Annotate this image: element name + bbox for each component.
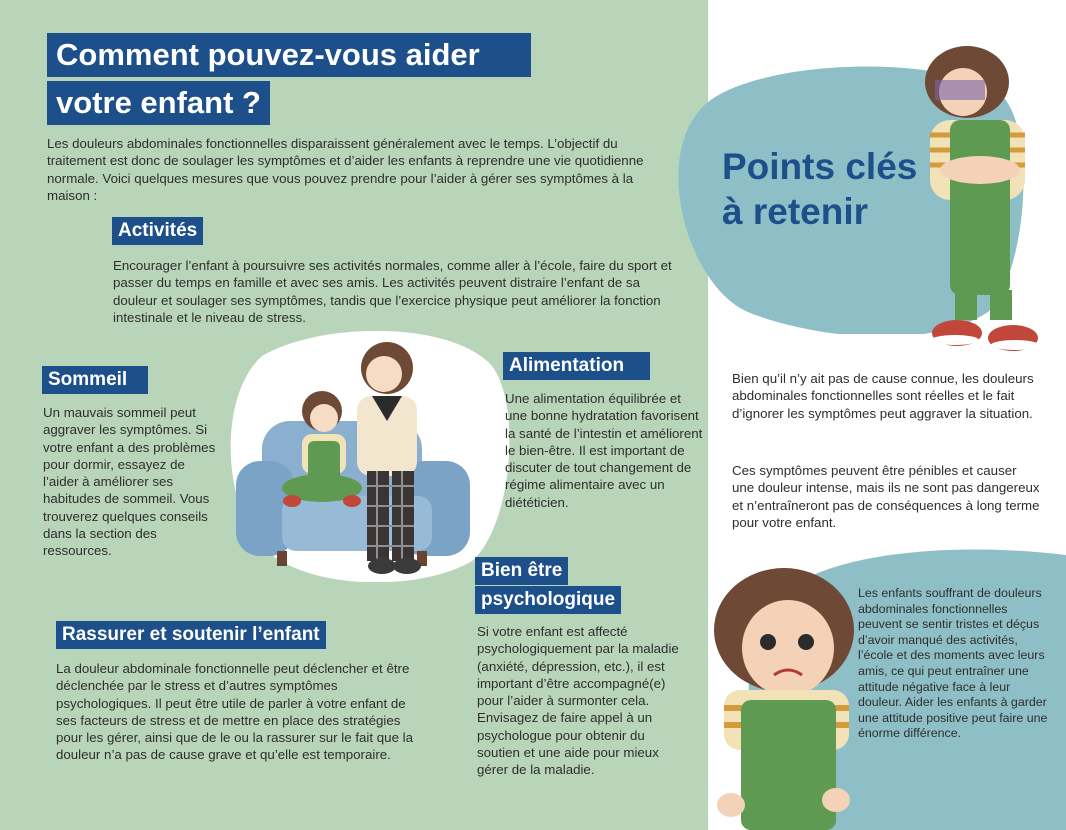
page-title-line1: Comment pouvez-vous aider: [47, 33, 531, 77]
heading-activites: Activités: [112, 217, 203, 245]
child-holding-stomach-icon: [905, 40, 1055, 360]
sad-child-icon: [706, 560, 856, 830]
key-point-1: Bien qu’il n’y ait pas de cause connue, les douleurs abdominales fonctionnelles sont réelles et le fait d’ignorer les symptômes peut aggraver la situation.: [732, 371, 1034, 421]
heading-bien-etre-line2: psychologique: [475, 586, 621, 614]
heading-bien-etre-line1: Bien être: [475, 557, 568, 585]
heading-sommeil: Sommeil: [42, 366, 148, 394]
page-title-line2: votre enfant ?: [47, 81, 270, 125]
key-point-3: Les enfants souffrant de douleurs abdominales fonctionnelles peuvent se sentir tristes et déçus d’avoir manqué des activités, l’école et des moments avec leurs amis, ce qui peut entraîner une attitude négative face à leur douleur. Aider les enfants à garder une attitude positive peut faire une énorme différence.: [858, 586, 1048, 741]
key-points-title-line1: Points clés: [722, 146, 918, 187]
alimentation-text: Une alimentation équilibrée et une bonne hydratation favorisent la santé de l’intestin et améliorent le bien-être. Il est important de discuter de tout changement de régime alimentaire avec un diététicien.: [505, 391, 703, 510]
parent-child-illustration: [222, 326, 512, 582]
heading-rassurer: Rassurer et soutenir l’enfant: [56, 621, 326, 649]
key-point-2: Ces symptômes peuvent être pénibles et causer une douleur intense, mais ils ne sont pas dangereux et n’entraîneront pas de conséquences à long terme pour votre enfant.: [732, 463, 1040, 530]
activites-text: Encourager l’enfant à poursuivre ses activités normales, comme aller à l’école, faire du sport et passer du temps en famille et avec ses amis. Les activités peuvent distraire l’enfant de sa douleur et soulager ses symptômes, tandis que l’exercice physique peut améliorer la fonction intestinale et le niveau de stress.: [113, 258, 672, 325]
bien-etre-text: Si votre enfant est affecté psychologiquement par la maladie (anxiété, dépression, etc.), il est important d’être accompagné(e) pour l’aider à surmonter cela. Envisagez de faire appel à un psychologue pour obtenir du soutien et une aide pour mieux gérer de la maladie.: [477, 624, 679, 778]
heading-alimentation: Alimentation: [503, 352, 650, 380]
rassurer-text: La douleur abdominale fonctionnelle peut déclencher et être déclenchée par le stress et d’autres symptômes psychologiques. Il peut être utile de parler à votre enfant de ses facteurs de stress et de mettre en place des stratégies pour les gérer, ainsi que de le ou la rassurer sur le fait que la douleur n’a pas de cause grave et qu’elle est temporaire.: [56, 661, 414, 763]
intro-text: Les douleurs abdominales fonctionnelles disparaissent généralement avec le temps. L’objectif du traitement est donc de soulager les symptômes et d’aider les enfants à reprendre une vie quotidienne normale. Voici quelques mesures que vous pouvez prendre pour l’aider à gérer ses symptômes à la maison :: [47, 136, 644, 203]
sommeil-text: Un mauvais sommeil peut aggraver les symptômes. Si votre enfant a des problèmes pour dormir, essayez de l’aider à améliorer ses habitudes de sommeil. Vous trouverez quelques conseils dans la section des ressources.: [43, 405, 216, 559]
key-points-title-line2: à retenir: [722, 191, 869, 232]
